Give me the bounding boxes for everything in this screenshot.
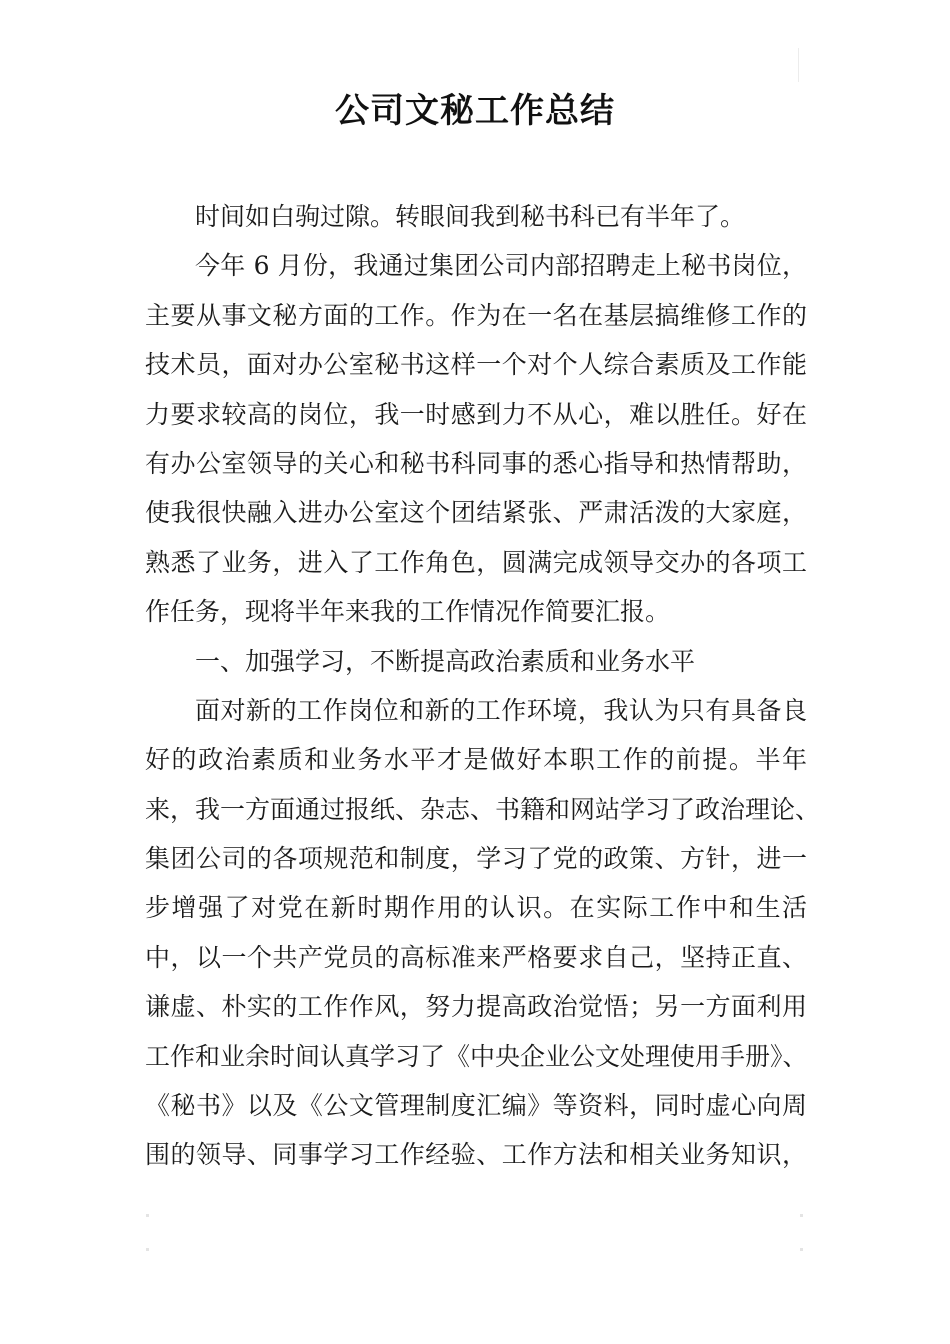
paragraph-4-line-7: 谦虚、朴实的工作作风，努力提高政治觉悟；另一方面利用 xyxy=(145,992,807,1022)
paragraph-1-line-1: 时间如白驹过隙。转眼间我到秘书科已有半年了。 xyxy=(195,202,746,231)
paragraph-2-line-4: 力要求较高的岗位，我一时感到力不从心，难以胜任。好在 xyxy=(145,399,807,429)
paragraph-2-line-3: 技术员，面对办公室秘书这样一个对个人综合素质及工作能 xyxy=(145,350,807,380)
document-body xyxy=(145,192,821,1180)
page-edge-mark xyxy=(798,48,799,82)
paragraph-2-line-6: 使我很快融入进办公室这个团结紧张、严肃活泼的大家庭， xyxy=(145,498,807,528)
paragraph-4-line-8: 工作和业余时间认真学习了《中央企业公文处理使用手册》、 xyxy=(145,1041,808,1071)
section-heading-1: 一、加强学习，不断提高政治素质和业务水平 xyxy=(195,646,696,676)
paragraph-2-line-2: 主要从事文秘方面的工作。作为在一名在基层搞维修工作的 xyxy=(145,300,807,330)
paragraph-2-line-5: 有办公室领导的关心和秘书科同事的悉心指导和热情帮助， xyxy=(145,448,807,478)
paragraph-4-line-2: 好的政治素质和业务水平才是做好本职工作的前提。半年 xyxy=(145,745,807,775)
paragraph-4-line-4: 集团公司的各项规范和制度，学习了党的政策、方针，进一 xyxy=(145,844,807,874)
document-title: 公司文秘工作总结 xyxy=(335,91,615,131)
paragraph-4-line-10: 围的领导、同事学习工作经验、工作方法和相关业务知识， xyxy=(145,1140,807,1170)
paragraph-4-line-5: 步增强了对党在新时期作用的认识。在实际工作中和生活 xyxy=(145,893,807,923)
paragraph-4-line-6: 中，以一个共产党员的高标准来严格要求自己，坚持正直、 xyxy=(145,942,807,972)
corner-mark-bottom-left-lower xyxy=(146,1248,149,1251)
paragraph-4-line-1: 面对新的工作岗位和新的工作环境，我认为只有具备良 xyxy=(195,695,807,725)
paragraph-2-line-1: 今年 6 月份，我通过集团公司内部招聘走上秘书岗位， xyxy=(195,251,807,281)
paragraph-4-line-3: 来，我一方面通过报纸、杂志、书籍和网站学习了政治理论、 xyxy=(145,794,821,824)
corner-mark-bottom-left xyxy=(146,1214,149,1217)
corner-mark-bottom-right xyxy=(800,1214,803,1217)
paragraph-4-line-9: 《秘书》以及《公文管理制度汇编》等资料，同时虚心向周 xyxy=(145,1091,807,1121)
corner-mark-bottom-right-lower xyxy=(800,1248,803,1251)
paragraph-2-line-7: 熟悉了业务，进入了工作角色，圆满完成领导交办的各项工 xyxy=(145,547,807,577)
paragraph-2-line-8: 作任务，现将半年来我的工作情况作简要汇报。 xyxy=(145,597,671,627)
